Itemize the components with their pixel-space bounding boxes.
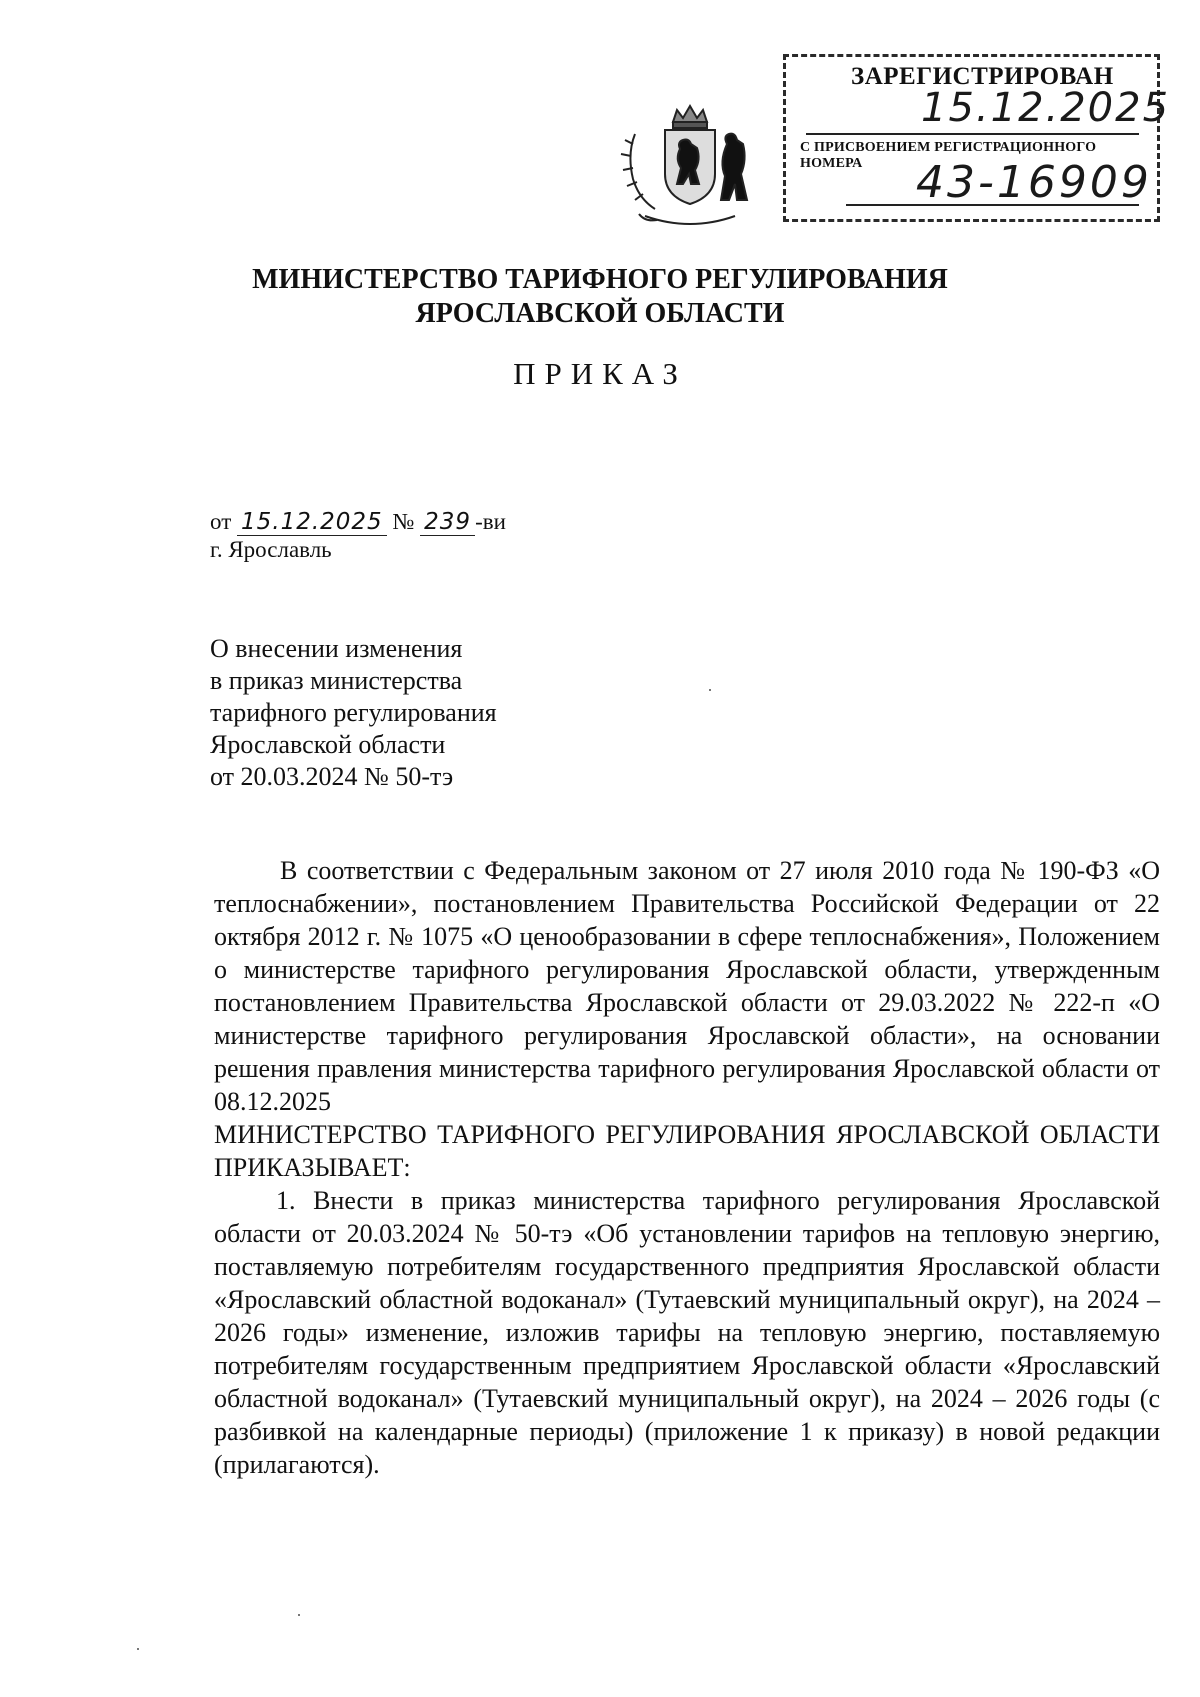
coat-of-arms-icon xyxy=(615,104,765,234)
order-number: 239 xyxy=(420,509,475,536)
subject-block xyxy=(210,633,497,793)
document-type-title: ПРИКАЗ xyxy=(513,356,687,391)
order-number-suffix: -ви xyxy=(475,509,506,534)
stamp-title: ЗАРЕГИСТРИРОВАН xyxy=(851,63,1114,90)
order-date-number-line xyxy=(210,508,506,536)
stamp-underline xyxy=(846,204,1139,206)
order-item-1: 1. Внести в приказ министерства тарифного регулирования Ярославской области от 20.03.2024 № 50-тэ «Об установлении тарифов на тепловую энергию, поставляемую потребителям государственного предприятия Ярославской области «Ярославский областной водоканал» (Тутаевский муниципальный округ), на 2024 – 2026 годы» изменение, изложив тарифы на тепловую энергию, поставляемую потребителям государственным предприятием Ярославской области «Ярославский областной водоканал» (Тутаевский муниципальный округ), на 2024 – 2026 годы (с разбивкой на календарные периоды) (приложение 1 к приказу) в новой редакции (прилагаются). xyxy=(214,1186,1160,1479)
order-meta xyxy=(210,508,506,564)
stamp-subtitle: С ПРИСВОЕНИЕМ РЕГИСТРАЦИОННОГО НОМЕРА xyxy=(800,140,1097,171)
subject-line: тарифного регулирования xyxy=(210,698,497,727)
number-label: № xyxy=(392,509,415,534)
stamp-divider xyxy=(806,133,1139,135)
scan-speck xyxy=(137,1648,139,1650)
city: г. Ярославль xyxy=(210,537,332,562)
subject-line: О внесении изменения xyxy=(210,634,463,663)
registration-stamp xyxy=(783,54,1171,222)
subject-line: Ярославской области xyxy=(210,730,446,759)
scan-speck xyxy=(298,1614,300,1616)
scan-speck xyxy=(709,689,711,691)
from-label: от xyxy=(210,509,232,534)
subject-line: от 20.03.2024 № 50-тэ xyxy=(210,762,454,791)
order-phrase: МИНИСТЕРСТВО ТАРИФНОГО РЕГУЛИРОВАНИЯ ЯРОСЛАВСКОЙ ОБЛАСТИ ПРИКАЗЫВАЕТ: xyxy=(214,1120,1160,1182)
preamble-paragraph: В соответствии с Федеральным законом от 27 июля 2010 года № 190-ФЗ «О теплоснабжении», постановлением Правительства Российской Федерации от 22 октября 2012 г. № 1075 «О ценообразовании в сфере теплоснабжения», Положением о министерстве тарифного регулирования Ярославской области, утвержденным постановлением Правительства Ярославской области от 29.03.2022 № 222-п «О министерстве тарифного регулирования Ярославской области», на основании решения правления министерства тарифного регулирования Ярославской области от 08.12.2025 xyxy=(214,856,1160,1116)
ministry-name-line2: ЯРОСЛАВСКОЙ ОБЛАСТИ xyxy=(415,298,785,329)
ministry-header xyxy=(0,263,1200,331)
stamp-date: 15.12.2025 xyxy=(921,85,1171,131)
stamp-registration-number: 43-16909 xyxy=(916,157,1152,208)
order-date: 15.12.2025 xyxy=(237,509,387,536)
subject-line: в приказ министерства xyxy=(210,666,463,695)
ministry-name-line1: МИНИСТЕРСТВО ТАРИФНОГО РЕГУЛИРОВАНИЯ xyxy=(252,264,948,295)
document-body xyxy=(214,854,1160,1481)
